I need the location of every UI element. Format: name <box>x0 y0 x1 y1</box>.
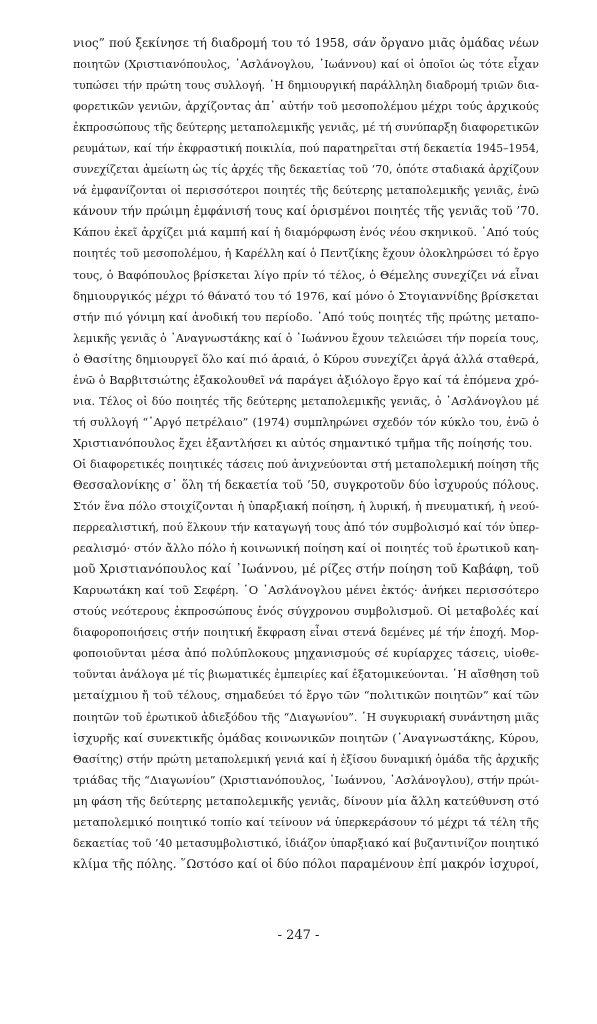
text-line: ἰσχυρῆς καί συνεκτικῆς ὁμάδας κοινωνικῶν ποιητῶν (᾿Αναγνωστάκης, Κύρου, <box>73 730 539 745</box>
text-line: νιος” πού ξεκίνησε τή διαδρομή του τό 1958, σάν ὄργανο μιᾶς ὁμάδας νέων <box>73 36 539 50</box>
text-line: φορετικῶν γενιῶν, ἀρχίζοντας ἀπ᾿ αὐτήν τοῦ μεσοπολέμου μέχρι τούς ἀρχικούς <box>73 100 539 114</box>
text-line: μεταίχμιου ἤ τοῦ τέλους, σημαδεύει τό ἔργο τῶν “πολιτικῶν ποιητῶν” καί τῶν <box>73 688 539 703</box>
text-line: κλίμα τῆς πόλης. ῞Ωστόσο καί οἱ δύο πόλοι παραμένουν ἐπί μακρόν ἰσχυροί, <box>73 856 539 871</box>
text-line: φοποιοῦνται μέσα ἀπό πολύπλοκους μηχανισμούς σέ κυρίαρχες τάσεις, υἱοθε- <box>73 646 539 661</box>
text-line: τους, ὁ Βαφόπουλος βρίσκεται λίγο πρίν τό τέλος, ὁ Θέμελης συνεχίζει νά εἶναι <box>73 268 539 282</box>
text-line: Στόν ἕνα πόλο στοιχίζονται ἡ ὑπαρξιακή ποίηση, ἡ λυρική, ἡ πνευματική, ἡ νεού- <box>73 500 539 514</box>
body-text <box>73 33 539 875</box>
text-line: τριάδας τῆς “Διαγωνίου” (Χριστιανόπουλος, ᾿Ιωάννου, ᾿Ασλάνογλου), στήν πρώι- <box>73 773 539 787</box>
text-line: στούς νεότερους ἐκπροσώπους ἑνός σύγχρονου συμβολισμοῦ. Οἱ μεταβολές καί <box>73 605 539 619</box>
text-line: Χριστιανόπουλος ἔχει ἐξαντλήσει κι αὐτός σημαντικό τμῆμα τῆς ποίησής του. <box>73 435 533 450</box>
text-line: κάνουν τήν πρώιμη ἐμφάνισή τους καί ὁρισμένοι ποιητές τῆς γενιᾶς τοῦ ’70. <box>73 204 539 219</box>
page-number: - 247 - <box>277 928 320 943</box>
text-line: περρεαλιστική, πού ἕλκουν τήν καταγωγή τους ἀπό τόν συμβολισμό καί τόν ὑπερ- <box>73 521 539 535</box>
text-line: ποιητῶν (Χριστιανόπουλος, ᾿Ασλάνογλου, ᾿Ιωάννου) καί οἱ ὁποῖοι ὡς τότε εἶχαν <box>73 58 539 72</box>
text-line: μη φάση τῆς δεύτερης μεταπολεμικῆς γενιᾶς, δίνουν μία ἄλλη κατεύθυνση στό <box>73 793 539 808</box>
text-line: Κάπου ἐκεῖ ἀρχίζει μιά καμπή καί ἡ διαμόρφωση ἑνός νέου σκηνικοῦ. ᾿Από τούς <box>73 226 539 240</box>
text-line: τή συλλογή “᾿Αργό πετρέλαιο” (1974) συμπληρώνει σχεδόν τόν κύκλο του, ἐνῶ ὁ <box>73 415 539 429</box>
text-line: διαφοροποιήσεις στήν ποιητική ἔκφραση εἶναι στενά δεμένες μέ τήν ἐποχή. Μορ- <box>73 626 539 640</box>
text-line: συνεχίζεται ἀμείωτη ὡς τίς ἀρχές τῆς δεκαετίας τοῦ ’70, ὁπότε σταδιακά ἀρχίζουν <box>73 163 539 177</box>
text-line: νά ἐμφανίζονται οἱ περισσότεροι ποιητές τῆς δεύτερης μεταπολεμικῆς γενιᾶς, ἐνῶ <box>73 184 539 198</box>
text-line: ρεαλισμό· στόν ἄλλο πόλο ἡ κοινωνική ποίηση καί οἱ ποιητές τοῦ ἐρωτικοῦ καη- <box>73 542 539 556</box>
text-line: Καρυωτάκη καί τοῦ Σεφέρη. ῾Ο ᾿Ασλάνογλου μένει ἐκτός· ἀνήκει περισσότερο <box>73 583 539 598</box>
text-line: λεμικῆς γενιᾶς ὁ ᾿Αναγνωστάκης καί ὁ ᾿Ιωάννου ἔχουν τελειώσει τήν πορεία τους, <box>73 331 539 345</box>
text-line: Οἱ διαφορετικές ποιητικές τάσεις πού ἀνιχνεύονται στή μεταπολεμική ποίηση τῆς <box>73 457 539 471</box>
text-line: στήν πιό γόνιμη καί ἀνοδική του περίοδο. ᾿Από τούς ποιητές τῆς πρώτης μεταπο- <box>73 310 539 324</box>
text-line: δημιουργικός μέχρι τό θάνατό του τό 1976, καί μόνο ὁ Στογιαννίδης βρίσκεται <box>73 288 539 303</box>
text-line: ποιητῶν τοῦ ἐρωτικοῦ ἀδιεξόδου τῆς “Διαγωνίου”. ῾Η συγκυριακή συνάντηση μιᾶς <box>73 710 539 724</box>
text-line: τοῦνται ἀνάλογα μέ τίς βιωματικές ἐμπειρίες καί ἐξατομικεύονται. ῾Η αἴσθηση τοῦ <box>73 668 539 682</box>
text-line: ἐνῶ ὁ Βαρβιτσιώτης ἐξακολουθεῖ νά παράγει ἀξιόλογο ἔργο καί τά ἑπόμενα χρό- <box>73 373 539 387</box>
text-line: ἐκπροσώπους τῆς δεύτερης μεταπολεμικῆς γενιᾶς, μέ τή συνύπαρξη διαφορετικῶν <box>73 121 539 135</box>
text-line: δεκαετίας τοῦ ’40 μετασυμβολιστικό, ἰδιάζον ὑπαρξιακό καί βυζαντινίζον ποιητικό <box>73 836 539 850</box>
text-line: ὁ Θασίτης δημιουργεῖ ὅλο καί πιό ἀραιά, ὁ Κύρου συνεχίζει ἀργά ἀλλά σταθερά, <box>73 352 539 366</box>
text-line: Θασίτης) στήν πρώτη μεταπολεμική γενιά καί ἡ ἐξίσου δυναμική ὁμάδα τῆς ἀρχικῆς <box>73 752 539 766</box>
text-line: μοῦ Χριστιανόπουλος καί ᾿Ιωάννου, μέ ρίζες στήν ποίηση τοῦ Καβάφη, τοῦ <box>73 562 539 577</box>
text-line: ποιητές τοῦ μεσοπολέμου, ἡ Καρέλλη καί ὁ Πεντζίκης ἔχουν ὁλοκληρώσει τό ἔργο <box>73 247 539 261</box>
text-line: τυπώσει τήν πρώτη τους συλλογή. ῾Η δημιουργική παράλληλη διαδρομή τριῶν δια- <box>73 79 539 93</box>
text-line: μεταπολεμικό ποιητικό τοπίο καί τείνουν νά ὑπερκεράσουν τό μέχρι τά τέλη τῆς <box>73 815 539 829</box>
text-line: ρευμάτων, καί τήν ἐκφραστική ποικιλία, πού παρατηρεῖται στή δεκαετία 1945–1954, <box>73 142 539 156</box>
text-line: νια. Τέλος οἱ δύο ποιητές τῆς δεύτερης μεταπολεμικῆς γενιᾶς, ὁ ᾿Ασλάνογλου μέ <box>73 394 539 408</box>
text-line: Θεσσαλονίκης σ᾿ ὅλη τή δεκαετία τοῦ ’50, συγκροτοῦν δύο ἰσχυρούς πόλους. <box>73 477 539 492</box>
